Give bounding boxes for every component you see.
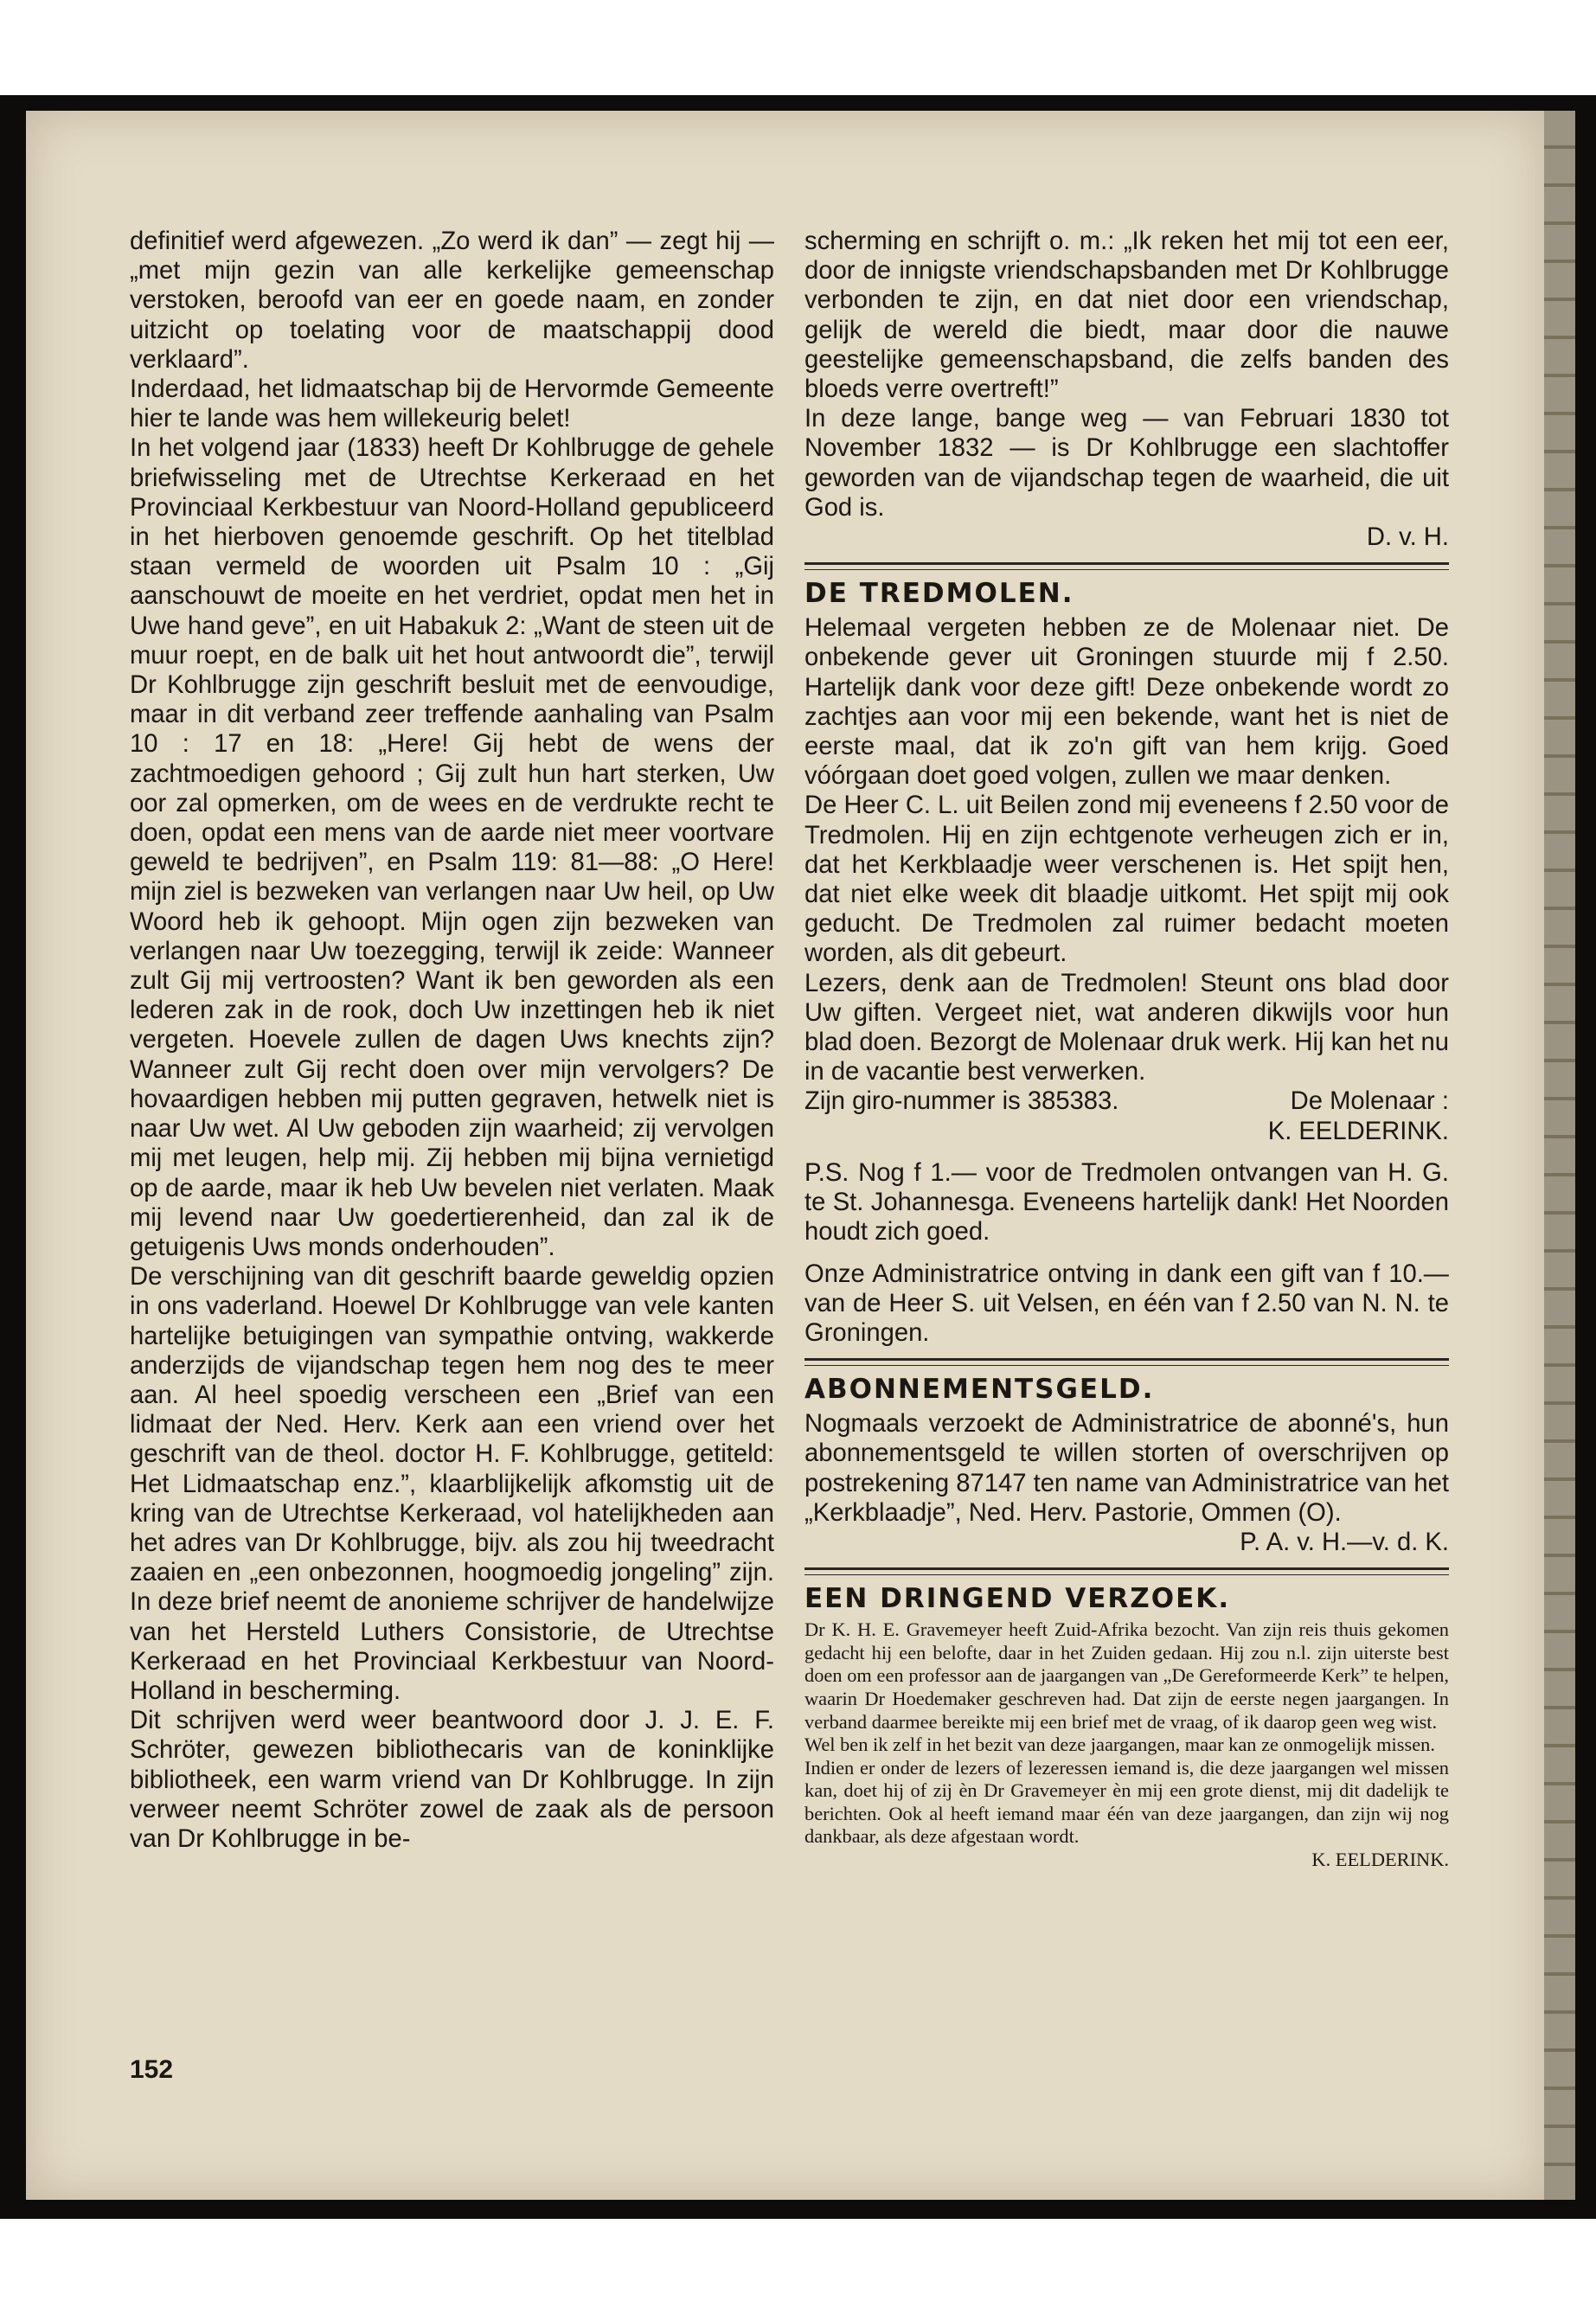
giro-line: Zijn giro-nummer is 385383. [804,1087,1119,1116]
section-heading: DE TREDMOLEN. [804,578,1074,610]
divider [804,562,1449,570]
paragraph: De Heer C. L. uit Beilen zond mij eveneens f 2.50 voor de Tredmolen. Hij en zijn echtgenote verheugen zich er in, dat het Kerkblaadje weer verschenen is. Het spijt hen, dat niet elke week dit blaadje uitkomt. Het spijt mij ook geducht. De Tredmolen zal ruimer bedacht moeten worden, als dit gebeurt. [804,792,1449,968]
signature: K. EELDERINK. [1311,1849,1449,1871]
paragraph: Onze Administratrice ontving in dank een gift van f 10.— van de Heer S. uit Velsen, en één van f 2.50 van N. N. te Groningen. [804,1259,1449,1347]
signer-title: De Molenaar : [1290,1087,1449,1116]
divider [804,1567,1449,1575]
paragraph: P.S. Nog f 1.— voor de Tredmolen ontvangen van H. G. te St. Johannesga. Eveneens hartelijk dank! Het Noorden houdt zich goed. [804,1158,1449,1247]
paragraph: Lezers, denk aan de Tredmolen! Steunt ons blad door Uw giften. Vergeet niet, wat anderen dikwijls voor hun blad doen. Bezorgt de Molenaar druk werk. Hij kan het nu in de vacantie best verwerken. [804,969,1449,1086]
signature: P. A. v. H.—v. d. K. [1240,1528,1449,1556]
section-heading: EEN DRINGEND VERZOEK. [804,1583,1231,1615]
page-number: 152 [130,2055,174,2084]
signature: D. v. H. [1366,523,1449,552]
paragraph: De verschijning van dit geschrift baarde geweldig opzien in ons vaderland. Hoewel Dr Kohlbrugge van vele kanten hartelijke betuigingen van sympathie ontving, wakkerde anderzijds de vijandschap tegen hem nog des te meer aan. Al heel spoedig verscheen een „Brief van een lidmaat der Ned. Herv. Kerk aan een vriend over het geschrift van de theol. doctor H. F. Kohlbrugge, getiteld: Het Lidmaatschap enz.”, klaarblijkelijk afkomstig uit de kring van de Utrechtse Kerkeraad, vol hatelijkheden aan het adres van Dr Kohlbrugge, bijv. als zou hij tweedracht zaaien en „een onbezonnen, hoogmoedig jongeling” zijn. In deze brief neemt de anonieme schrijver de handelwijze van het Hersteld Luthers Consistorie, de Utrechtse Kerkeraad en het Provinciaal Kerkbestuur van Noord-Holland in bescherming. [130,1263,774,1705]
right-column [804,227,1449,1872]
small-print-section [804,1618,1449,1872]
section-heading: ABONNEMENTSGELD. [804,1374,1155,1406]
divider [804,1358,1449,1366]
paragraph: Indien er onder de lezers of lezeressen iemand is, die deze jaargangen wel missen kan, doet hij of zij èn Dr Gravemeyer èn mij een grote dienst, mij dit dadelijk te berichten. Ook al heeft iemand maar één van deze jaargangen, dan zijn wij nog dankbaar, als deze afgestaan wordt. [804,1756,1449,1848]
paragraph: Dr K. H. E. Gravemeyer heeft Zuid-Afrika bezocht. Van zijn reis thuis gekomen gedacht hij een belofte, daar in het Zuiden gedaan. Hij zou n.l. zijn uiterste best doen om een professor aan de jaargangen van „De Gereformeerde Kerk” te helpen, waarin Dr Hoedemaker geschreven had. Dat zijn de eerste negen jaargangen. In verband daarmee bereikte mij een brief met de vraag, of ik daarop geen weg wist. [804,1618,1449,1733]
paragraph: Inderdaad, het lidmaatschap bij de Hervormde Gemeente hier te lande was hem willekeurig belet! [130,375,774,433]
paragraph: In deze lange, bange weg — van Februari 1830 tot November 1832 — is Dr Kohlbrugge een slachtoffer geworden van de vijandschap tegen de waarheid, die uit God is. [804,405,1449,522]
page-edge [1544,111,1575,2200]
paragraph: Wel ben ik zelf in het bezit van deze jaargangen, maar kan ze onmogelijk missen. [804,1734,1435,1756]
signature: K. EELDERINK. [1267,1117,1449,1145]
paragraph: Nogmaals verzoekt de Administratrice de abonné's, hun abonnementsgeld te willen storten of overschrijven op postrekening 87147 ten name van Administratrice van het „Kerkblaadje”, Ned. Herv. Pastorie, Ommen (O). [804,1410,1449,1527]
paragraph: definitief werd afgewezen. „Zo werd ik dan” — zegt hij — „met mijn gezin van alle kerkelijke gemeenschap verstoken, beroofd van eer en goede naam, en zonder uitzicht op toelating voor de maatschappij dood verklaard”. [130,228,774,374]
left-column [130,227,774,1854]
paragraph: scherming en schrijft o. m.: „Ik reken het mij tot een eer, door de innigste vriendschapsbanden met Dr Kohlbrugge verbonden te zijn, en dat niet door een vriendschap, gelijk de wereld die biedt, maar door die nauwe geestelijke gemeenschapsband, die zelfs banden des bloeds verre overtreft!” [804,228,1449,404]
signature-row [804,1086,1449,1116]
paragraph: Dit schrijven werd weer beantwoord door J. J. E. F. Schröter, gewezen bibliothecaris van de koninklijke bibliotheek, een warm vriend van Dr Kohlbrugge. In zijn verweer neemt Schröter zowel de zaak als de persoon van Dr Kohlbrugge in be- [130,1707,774,1853]
paragraph: Helemaal vergeten hebben ze de Molenaar niet. De onbekende gever uit Groningen stuurde mij f 2.50. Hartelijk dank voor deze gift! Deze onbekende wordt zo zachtjes aan voor mij een bekende, want het is niet de eerste maal, dat ik zo'n gift van hem krijg. Goed vóórgaan doet goed volgen, zullen we maar denken. [804,614,1449,791]
paragraph: In het volgend jaar (1833) heeft Dr Kohlbrugge de gehele briefwisseling met de Utrechtse Kerkeraad en het Provinciaal Kerkbestuur van Noord-Holland gepubliceerd in het hierboven genoemde geschrift. Op het titelblad staan vermeld de woorden uit Psalm 10 : „Gij aanschouwt de moeite en het verdriet, opdat men het in Uwe hand geve”, en uit Habakuk 2: „Want de steen uit de muur roept, en de balk uit het hout antwoordt die”, terwijl Dr Kohlbrugge zijn geschrift besluit met de eenvoudige, maar in dit verband zeer treffende aanhaling van Psalm 10 : 17 en 18: „Here! Gij hebt de wens der zachtmoedigen gehoord ; Gij zult hun hart sterken, Uw oor zal opmerken, om de wees en de verdrukte recht te doen, opdat een mens van de aarde niet meer voortvare geweld te bedrijven”, en Psalm 119: 81—88: „O Here! mijn ziel is bezweken van verlangen naar Uw heil, op Uw Woord heb ik gehoopt. Mijn ogen zijn bezweken van verlangen naar Uw toezegging, terwijl ik zeide: Wanneer zult Gij mij vertroosten? Want ik ben geworden als een lederen zak in de rook, doch Uw inzettingen heb ik niet vergeten. Hoevele zullen de dagen Uws knechts zijn? Wanneer zult Gij recht doen over mijn vervolgers? De hovaardigen hebben mij putten gegraven, hetwelk niet is naar Uw wet. Al Uw geboden zijn waarheid; zij vervolgen mij met leugen, help mij. Zij hebben mij bijna vernietigd op de aarde, maar ik heb Uw bevelen niet verlaten. Maak mij levend naar Uw goedertierenheid, dan zal ik de getuigenis Uws monds onderhouden”. [130,434,774,1261]
